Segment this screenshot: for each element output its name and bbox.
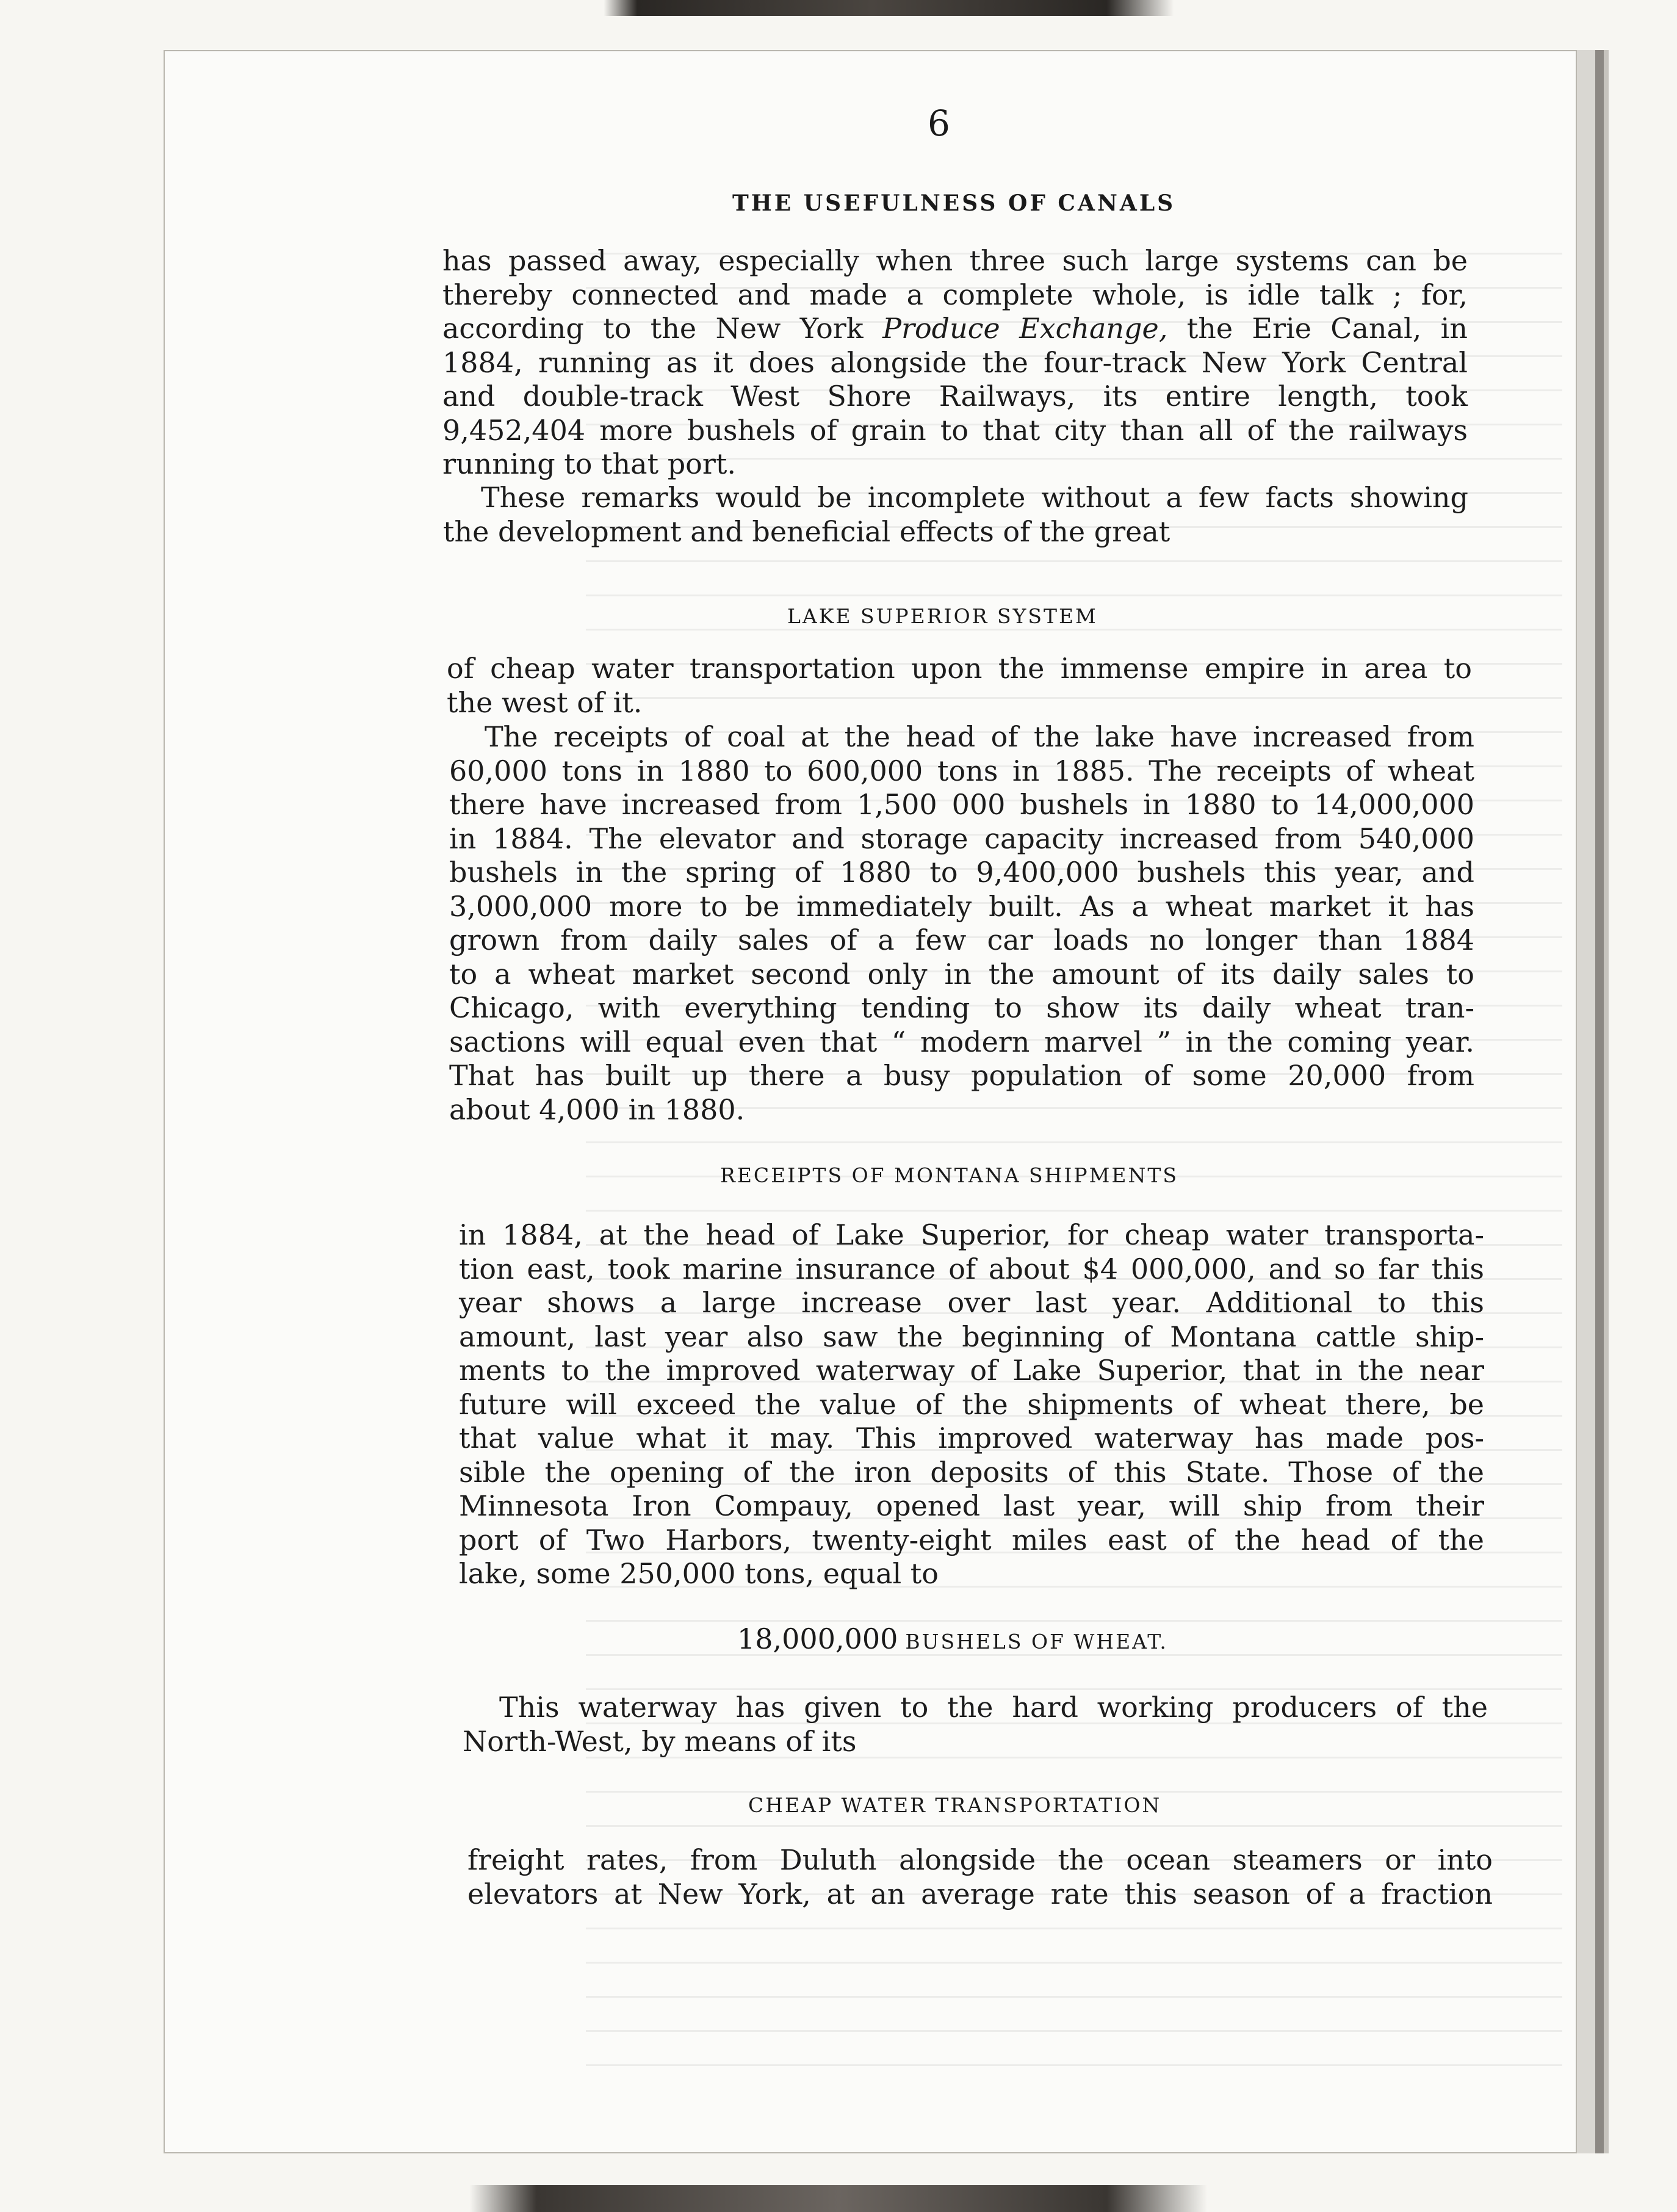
italic-phrase: Produce Exchange, <box>882 312 1168 345</box>
text-line: sactions will equal even that “ modern marvel ” in the coming year. <box>449 1025 1474 1058</box>
bushels-of-wheat-heading <box>737 1622 1168 1655</box>
text-line: freight rates, from Duluth alongside the ocean steamers or into <box>467 1843 1493 1876</box>
text-segment: according to the New York <box>442 312 883 345</box>
text-line: Minnesota Iron Compauy, opened last year, will ship from their <box>459 1489 1484 1522</box>
section-heading-lake-superior: LAKE SUPERIOR SYSTEM <box>787 604 1098 628</box>
page-number: 6 <box>928 103 951 144</box>
text-line: about 4,000 in 1880. <box>449 1093 745 1126</box>
text-line: 3,000,000 more to be immediately built. As a wheat market it has <box>449 889 1474 923</box>
text-line: 9,452,404 more bushels of grain to that city than all of the railways <box>442 413 1468 447</box>
text-line: tion east, took marine insurance of about $4 000,000, and so far this <box>459 1252 1484 1285</box>
text-line: lake, some 250,000 tons, equal to <box>459 1557 939 1590</box>
text-line: bushels in the spring of 1880 to 9,400,000 bushels this year, and <box>449 856 1474 889</box>
paragraph-7 <box>467 1843 1493 1911</box>
text-line: in 1884, at the head of Lake Superior, for cheap water transporta- <box>459 1218 1484 1251</box>
text-line: that value what it may. This improved waterway has made pos- <box>459 1422 1484 1455</box>
text-line: to a wheat market second only in the amount of its daily sales to <box>449 957 1474 991</box>
text-line: sible the opening of the iron deposits of this State. Those of the <box>459 1455 1484 1489</box>
paragraph-2 <box>443 481 1468 549</box>
text-line: That has built up there a busy population of some 20,000 from <box>449 1059 1474 1092</box>
text-line: future will exceed the value of the shipments of wheat there, be <box>459 1387 1484 1421</box>
section-heading-cheap-water: CHEAP WATER TRANSPORTATION <box>748 1793 1162 1817</box>
text-line: ments to the improved waterway of Lake Superior, that in the near <box>459 1354 1484 1387</box>
text-line: running to that port. <box>442 447 736 480</box>
text-line: Chicago, with everything tending to show its daily wheat tran- <box>449 991 1474 1024</box>
paragraph-5 <box>459 1218 1484 1591</box>
text-line: and double-track West Shore Railways, its entire length, took <box>442 380 1468 413</box>
text-line: 60,000 tons in 1880 to 600,000 tons in 1885. The receipts of wheat <box>449 754 1474 787</box>
text-line: there have increased from 1,500 000 bushels in 1880 to 14,000,000 <box>449 788 1474 821</box>
scan-top-edge <box>0 0 1677 16</box>
text-line: the development and beneficial effects of the great <box>443 515 1170 548</box>
running-head: THE USEFULNESS OF CANALS <box>732 190 1176 216</box>
text-line: The receipts of coal at the head of the lake have increased from <box>485 720 1474 753</box>
paragraph-4 <box>449 720 1474 1127</box>
text-line: thereby connected and made a complete whole, is idle talk ; for, <box>442 278 1468 311</box>
text-line: has passed away, especially when three such large systems can be <box>442 244 1468 277</box>
text-line: This waterway has given to the hard working producers of the <box>499 1691 1488 1724</box>
bushels-number: 18,000,000 <box>737 1622 898 1655</box>
text-segment: the Erie Canal, in <box>1167 312 1468 345</box>
text-line-with-italic <box>442 312 1468 346</box>
scan-bottom-edge <box>0 2185 1677 2212</box>
text-line: grown from daily sales of a few car loads no longer than 1884 <box>449 923 1474 956</box>
paragraph-1 <box>442 244 1468 482</box>
text-line: These remarks would be incomplete without a few facts showing <box>481 481 1468 514</box>
text-line: year shows a large increase over last year. Additional to this <box>459 1286 1484 1319</box>
text-line: amount, last year also saw the beginning of Montana cattle ship- <box>459 1320 1484 1353</box>
paragraph-6 <box>463 1691 1488 1758</box>
text-line: elevators at New York, at an average rate this season of a fraction <box>467 1877 1493 1910</box>
text-line: 1884, running as it does alongside the four-track New York Central <box>442 345 1468 379</box>
paragraph-3 <box>447 652 1472 720</box>
text-line: of cheap water transportation upon the immense empire in area to <box>447 652 1472 685</box>
text-line: North-West, by means of its <box>463 1724 857 1758</box>
bushels-label: BUSHELS OF WHEAT. <box>905 1630 1168 1654</box>
text-line: port of Two Harbors, twenty-eight miles east of the head of the <box>459 1523 1484 1556</box>
text-line: in 1884. The elevator and storage capacity increased from 540,000 <box>449 822 1474 855</box>
section-heading-montana: RECEIPTS OF MONTANA SHIPMENTS <box>720 1163 1179 1187</box>
text-line: the west of it. <box>447 685 643 719</box>
